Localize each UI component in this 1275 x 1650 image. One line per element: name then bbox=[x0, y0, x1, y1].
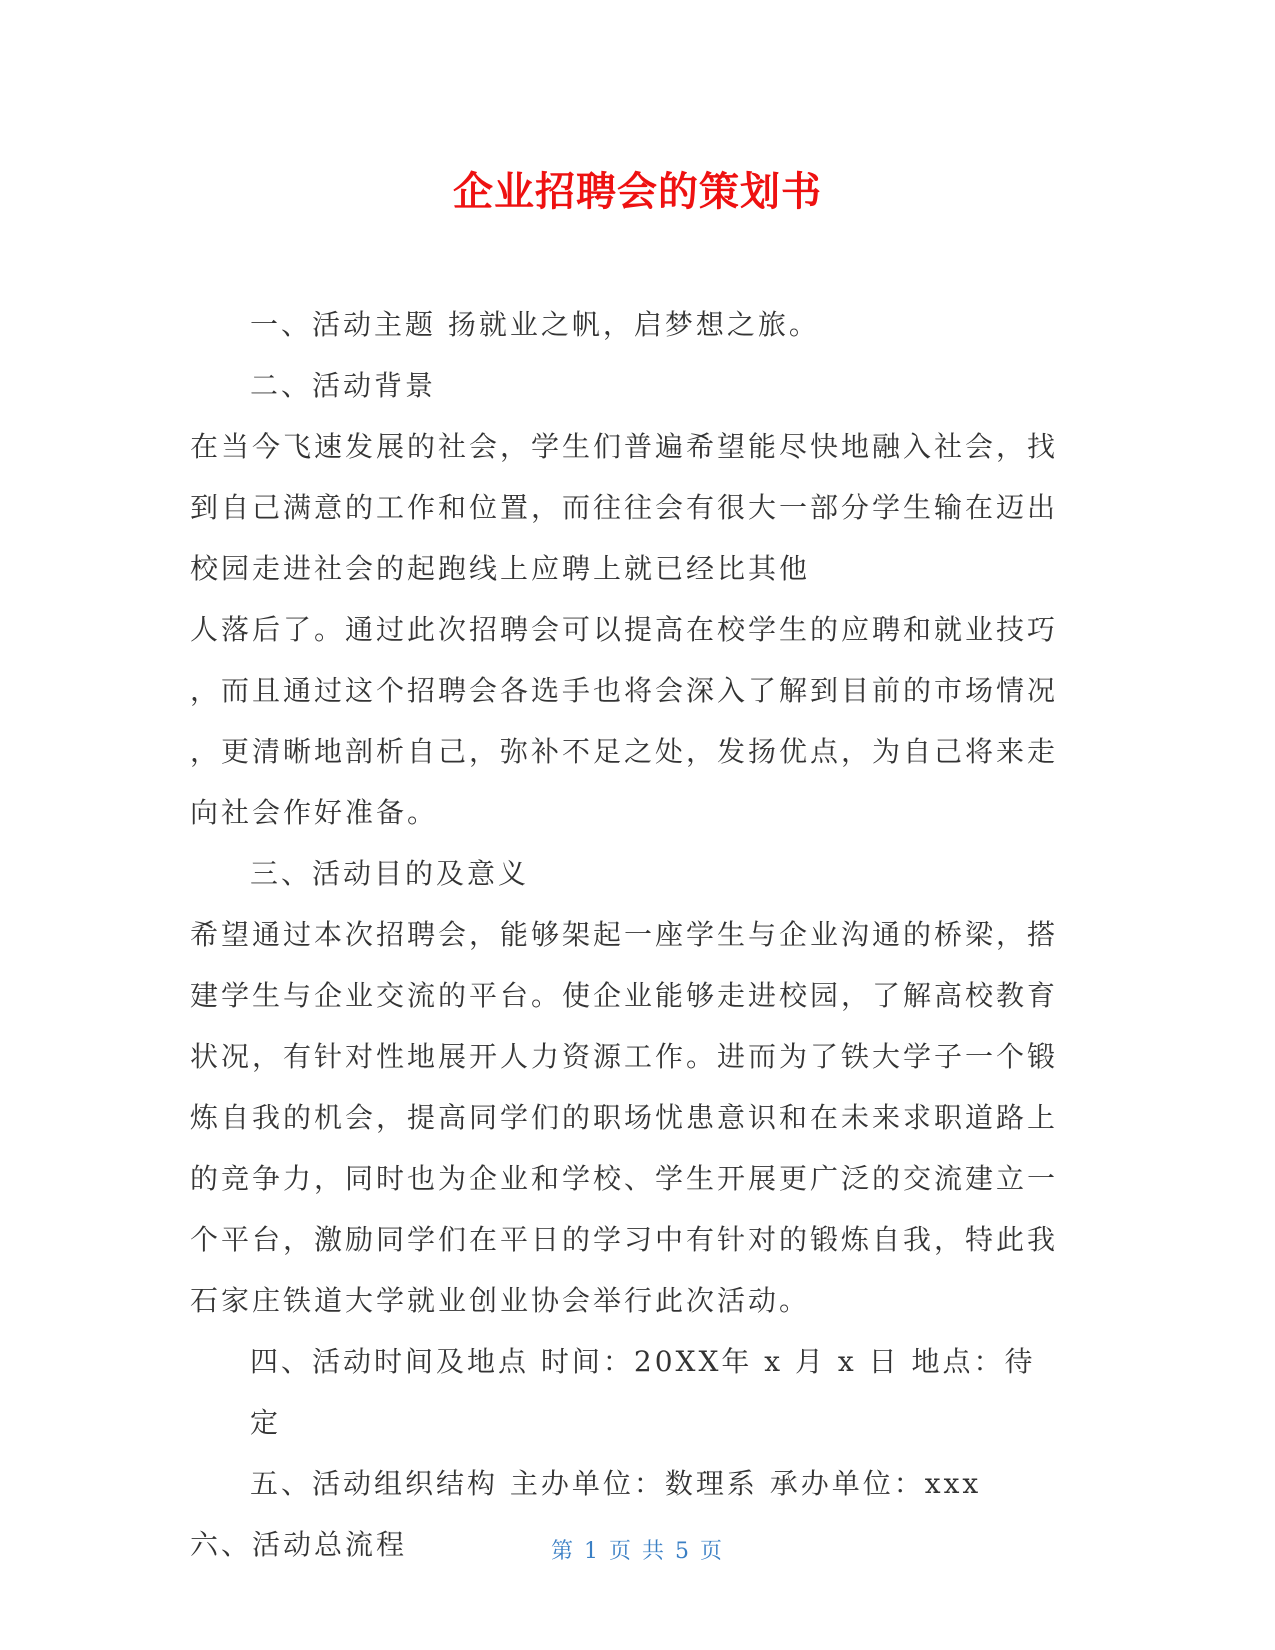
paragraph-line: 炼自我的机会，提高同学们的职场忧患意识和在未来求职道路上 bbox=[190, 1101, 1059, 1134]
paragraph-line: ，而且通过这个招聘会各选手也将会深入了解到目前的市场情况 bbox=[190, 674, 1059, 707]
paragraph-line: 人落后了。通过此次招聘会可以提高在校学生的应聘和就业技巧 bbox=[190, 613, 1059, 646]
paragraph-line: 建学生与企业交流的平台。使企业能够走进校园，了解高校教育 bbox=[190, 979, 1059, 1012]
paragraph-line: 状况，有针对性地展开人力资源工作。进而为了铁大学子一个锻 bbox=[190, 1040, 1059, 1073]
paragraph-line: 到自己满意的工作和位置，而往往会有很大一部分学生输在迈出 bbox=[190, 491, 1059, 524]
paragraph-line: 个平台，激励同学们在平日的学习中有针对的锻炼自我，特此我 bbox=[190, 1223, 1059, 1256]
paragraph-line: 石家庄铁道大学就业创业协会举行此次活动。 bbox=[190, 1284, 811, 1317]
section-heading-theme: 一、活动主题 扬就业之帆，启梦想之旅。 bbox=[250, 308, 820, 341]
paragraph-line: 在当今飞速发展的社会，学生们普遍希望能尽快地融入社会，找 bbox=[190, 430, 1059, 463]
paragraph-line: 向社会作好准备。 bbox=[190, 796, 439, 829]
page-number-footer: 第 1 页 共 5 页 bbox=[551, 1539, 724, 1564]
paragraph-line: 校园走进社会的起跑线上应聘上就已经比其他 bbox=[190, 552, 811, 585]
document-body bbox=[190, 294, 1064, 1575]
paragraph-line: ，更清晰地剖析自己，弥补不足之处，发扬优点，为自己将来走 bbox=[190, 735, 1059, 768]
paragraph-line: 的竞争力，同时也为企业和学校、学生开展更广泛的交流建立一 bbox=[190, 1162, 1059, 1195]
section-heading-background: 二、活动背景 bbox=[250, 369, 437, 402]
section-heading-organization: 五、活动组织结构 主办单位：数理系 承办单位：xxx bbox=[250, 1467, 982, 1500]
paragraph-line: 希望通过本次招聘会，能够架起一座学生与企业沟通的桥梁，搭 bbox=[190, 918, 1059, 951]
section-heading-process: 六、活动总流程 bbox=[190, 1528, 408, 1561]
section-heading-purpose: 三、活动目的及意义 bbox=[250, 857, 530, 890]
section-heading-time-place: 四、活动时间及地点 时间：20XX年 x 月 x 日 地点：待定 bbox=[250, 1345, 1036, 1439]
document-title: 企业招聘会的策划书 bbox=[453, 169, 822, 215]
